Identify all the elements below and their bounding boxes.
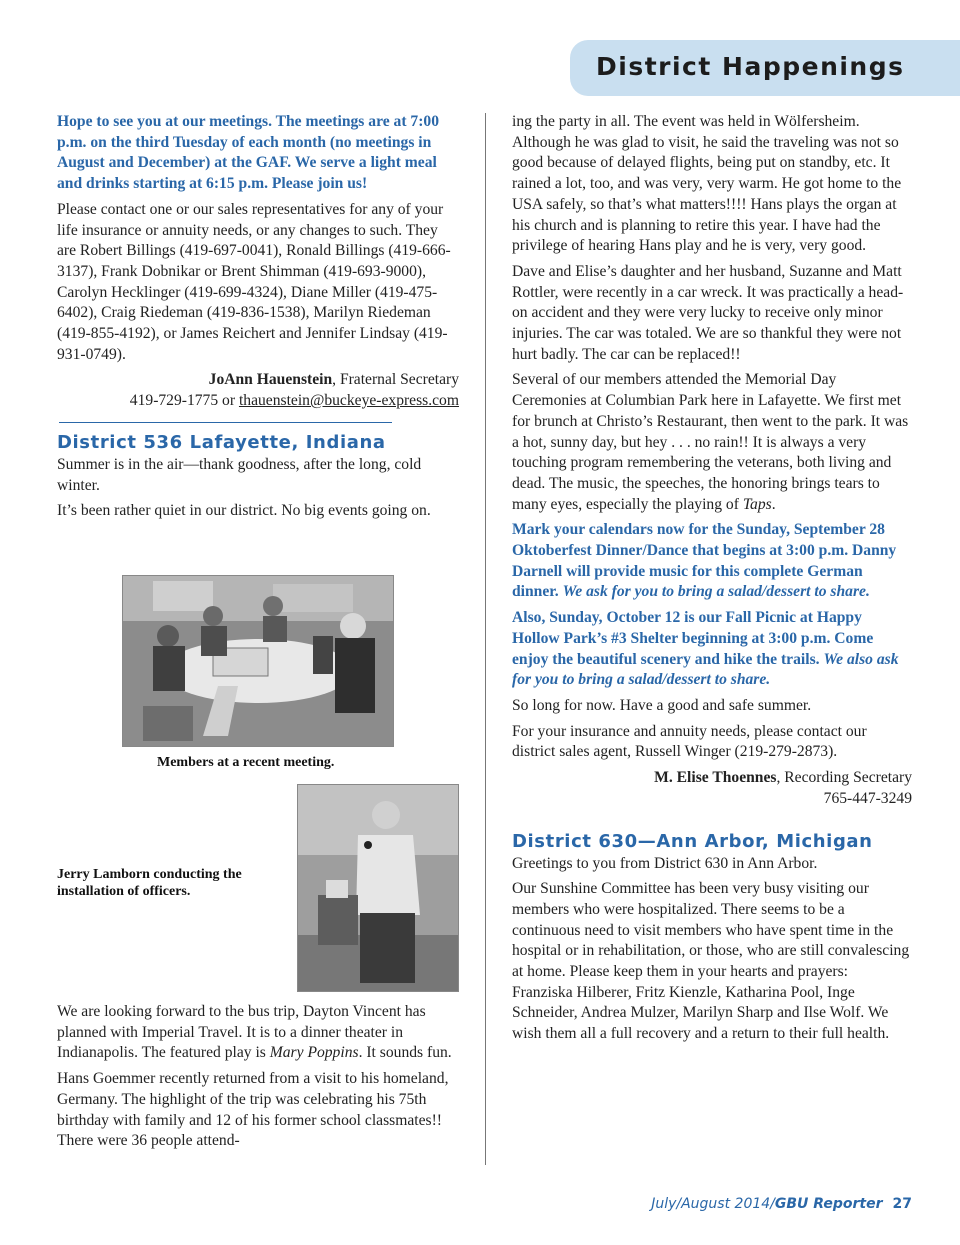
d630-greeting-paragraph: Greetings to you from District 630 in Ann Arbor. <box>512 854 818 872</box>
signature-name-thoennes: M. Elise Thoennes <box>654 769 777 787</box>
meetings-paragraph: Hope to see you at our meetings. The meetings are at 7:00 p.m. on the third Tuesday of each month (no meetings in August and December) at the GAF. We serve a light meal and drinks starting at 6:15 p.m. Please join us! <box>57 113 440 193</box>
page-title: District Happenings <box>596 52 905 81</box>
installation-photo-caption: Jerry Lamborn conducting the installation of officers. <box>57 867 242 899</box>
d536-quiet-paragraph: It’s been rather quiet in our district. No big events going on. <box>57 502 431 520</box>
section-divider <box>59 422 392 423</box>
memorial-day-text-b: . <box>771 495 776 513</box>
column-divider <box>485 113 486 1165</box>
signature-contact <box>57 391 459 412</box>
hans-paragraph: Hans Goemmer recently returned from a visit to his homeland, Germany. The highlight of the trip was celebrating his 75th birthday with family and 12 of his former school classmates!! There were 36 people attend- <box>57 1070 449 1150</box>
signature-name: JoAnn Hauenstein <box>208 371 333 389</box>
installation-photo-image <box>298 785 458 991</box>
farewell-paragraph: So long for now. Have a good and safe summer. <box>512 696 812 714</box>
d630-sunshine-paragraph: Our Sunshine Committee has been very busy visiting our members who were hospitalized. There seems to be a continuous need to visit members who have spent time in the hospital or in rehabilitation, or those, who are still convalescing at home. Please keep them in your hearts and prayers: Franziska Hilberer, Fritz Kienzle, Katharina Pool, Inge Schneider, Andrea Mulzer, Marilyn Sharp and Ilse Wolf. We wish them all a full recovery and a return to their full health. <box>512 880 910 1043</box>
footer-magazine: GBU Reporter <box>774 1196 883 1212</box>
page-number: 27 <box>892 1196 912 1212</box>
district-536-heading: District 536 Lafayette, Indiana <box>57 431 386 453</box>
oktoberfest-request: We ask for you to bring a salad/dessert to share. <box>562 583 870 601</box>
picnic-request: We also ask for you to bring a salad/dessert to share. <box>512 650 899 689</box>
oktoberfest-text: Mark your calendars now for the Sunday, September 28 Oktoberfest Dinner/Dance that begins at 3:00 p.m. Danny Darnell will provide music for this complete German dinner. <box>512 521 897 601</box>
installation-photo <box>297 784 459 992</box>
left-column-lower <box>57 1002 459 1157</box>
signature-title: , Fraternal Secretary <box>332 371 459 389</box>
picnic-paragraph <box>512 608 912 691</box>
right-column <box>512 112 912 1050</box>
sales-reps-paragraph: Please contact one or our sales representatives for any of your life insurance or annuity needs, or any changes to such. They are Robert Billings (419-697-0041), Ronald Billings (419-666-3137), Frank Dobnikar or Brent Shimman (419-693-9000), Carolyn Hecklinger (419-699-4324), Diane Miller (419-475-6402), Craig Riedeman (419-836-1538), Marilyn Riedeman (419-855-4192), or James Reichert and Jennifer Lindsay (419-931-0749). <box>57 200 451 363</box>
taps-title: Taps <box>742 495 772 513</box>
picnic-text: Also, Sunday, October 12 is our Fall Picnic at Happy Hollow Park’s #3 Shelter beginning at 3:00 p.m. Come enjoy the beautiful scenery and hike the trails. <box>512 609 874 668</box>
footer-issue: July/August 2014/ <box>651 1196 775 1212</box>
car-wreck-paragraph: Dave and Elise’s daughter and her husband, Suzanne and Matt Rottler, were recently in a car wreck. It was practically a head-on accident and they were very lucky to receive only minor injuries. The car was totaled. We are so thankful they were not hurt badly. The car can be replaced!! <box>512 262 904 363</box>
hans-continued-paragraph: ing the party in all. The event was held in Wölfersheim. Although he was glad to visit, he said the traveling was not so good because of delayed flights, being put on standby, etc. It rained a lot, too, and was very, very warm. He got home to the USA safely, so that’s what matters!!!! Hans plays the organ at his church and is planning to retire this year. I have had the privilege of hearing Hans play and he is very, very good. <box>512 113 902 255</box>
signature-phone: 419-729-1775 or <box>129 392 239 410</box>
oktoberfest-paragraph <box>512 520 912 603</box>
meeting-photo <box>122 575 394 747</box>
insurance-paragraph: For your insurance and annuity needs, please contact our district sales agent, Russell Winger (219-279-2873). <box>512 722 867 761</box>
left-column <box>57 112 459 527</box>
page-footer <box>651 1196 912 1212</box>
bus-trip-text-b: . It sounds fun. <box>358 1044 452 1062</box>
memorial-day-paragraph <box>512 370 912 515</box>
signature-phone-thoennes: 765-447-3249 <box>823 789 912 807</box>
meeting-photo-image <box>123 576 393 746</box>
signature-thoennes <box>512 768 912 789</box>
play-title: Mary Poppins <box>269 1044 359 1062</box>
d536-summer-paragraph: Summer is in the air—thank goodness, after the long, cold winter. <box>57 455 422 494</box>
district-630-heading: District 630—Ann Arbor, Michigan <box>512 830 873 852</box>
signature-title-thoennes: , Recording Secretary <box>776 769 912 787</box>
meeting-photo-caption: Members at a recent meeting. <box>157 755 335 770</box>
signature-hauenstein <box>57 370 459 391</box>
bus-trip-paragraph <box>57 1002 459 1064</box>
memorial-day-text-a: Several of our members attended the Memorial Day Ceremonies at Columbian Park here in Lafayette. We first met for brunch at Christo’s Restaurant, then went to the park. It was a hot, sunny day, but hey . . . no rain!! It is always a very touching program remembering the veterans, both living and dead. The music, the speeches, the honoring brings tears to many eyes, especially the playing of <box>512 371 909 513</box>
email-link[interactable]: thauenstein@buckeye-express.com <box>238 392 459 410</box>
bus-trip-text-a: We are looking forward to the bus trip, Dayton Vincent has planned with Imperial Travel. It is to a dinner theater in Indianapolis. The featured play is <box>57 1003 426 1062</box>
